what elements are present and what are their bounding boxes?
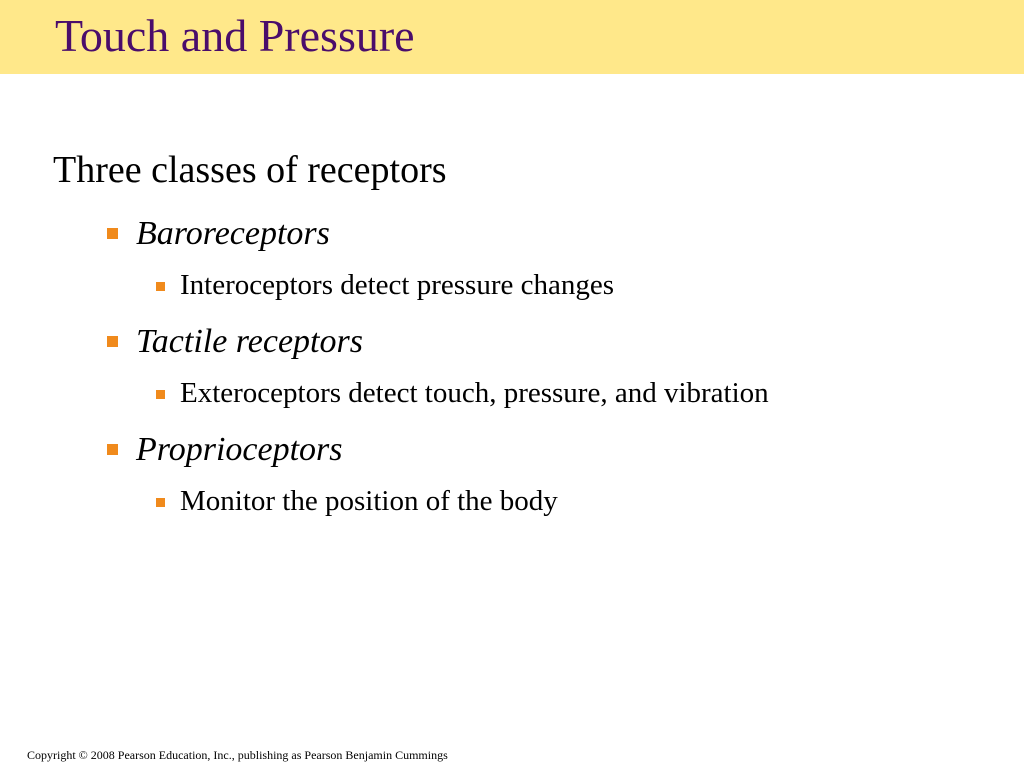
orange-square-bullet-icon [156,498,165,507]
orange-square-bullet-icon [107,444,118,455]
bullet-label: Baroreceptors [136,215,330,252]
orange-square-bullet-icon [156,282,165,291]
copyright-footer: Copyright © 2008 Pearson Education, Inc., publishing as Pearson Benjamin Cummings [27,748,448,762]
sub-bullet-text: Exteroceptors detect touch, pressure, and vibration [180,377,769,409]
bullet-label: Proprioceptors [136,431,343,468]
bullet-label: Tactile receptors [136,323,363,360]
heading-three-classes: Three classes of receptors [53,149,447,191]
orange-square-bullet-icon [156,390,165,399]
orange-square-bullet-icon [107,228,118,239]
sub-bullet-text: Monitor the position of the body [180,485,558,517]
slide-title: Touch and Pressure [55,10,415,61]
orange-square-bullet-icon [107,336,118,347]
sub-bullet-text: Interoceptors detect pressure changes [180,269,614,301]
